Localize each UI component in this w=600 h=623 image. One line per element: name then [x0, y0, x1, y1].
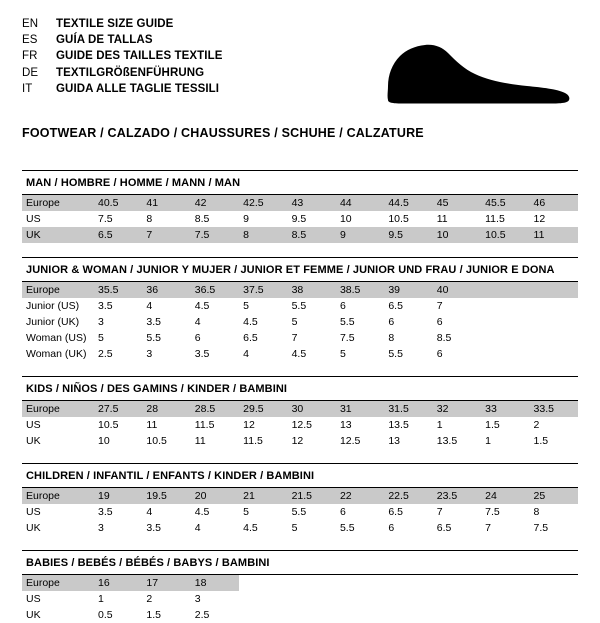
size-cell: 44 — [336, 195, 384, 211]
size-cell — [530, 575, 578, 591]
table-row — [22, 417, 578, 433]
size-cell: 42.5 — [239, 195, 287, 211]
size-cell: 2 — [142, 591, 190, 607]
language-row — [22, 65, 223, 81]
size-cell: 6 — [336, 504, 384, 520]
size-cell: 5 — [288, 314, 336, 330]
size-cell — [336, 607, 384, 623]
size-cell: 43 — [288, 195, 336, 211]
section-title: CHILDREN / INFANTIL / ENFANTS / KINDER / BAMBINI — [26, 470, 315, 482]
size-cell: 4.5 — [239, 314, 287, 330]
size-table-body — [22, 195, 578, 243]
language-row — [22, 48, 223, 64]
size-cell: 11 — [142, 417, 190, 433]
size-cell: 3.5 — [142, 314, 190, 330]
table-row — [22, 433, 578, 449]
size-cell: 3 — [94, 314, 142, 330]
table-row — [22, 504, 578, 520]
size-cell: 2 — [530, 417, 578, 433]
language-code: ES — [22, 34, 38, 47]
size-cell — [530, 607, 578, 623]
size-cell — [481, 314, 529, 330]
section-divider — [22, 170, 578, 171]
size-cell: 24 — [481, 488, 529, 504]
size-cell: 13.5 — [384, 417, 432, 433]
size-cell: 23.5 — [433, 488, 481, 504]
size-cell: 6 — [433, 346, 481, 362]
size-cell — [239, 591, 287, 607]
size-cell: 6 — [384, 520, 432, 536]
size-cell: 12.5 — [336, 433, 384, 449]
size-cell — [481, 282, 529, 298]
size-table — [22, 195, 578, 243]
size-cell — [433, 591, 481, 607]
size-cell: 38.5 — [336, 282, 384, 298]
section-divider — [22, 463, 578, 464]
size-cell: 9.5 — [288, 211, 336, 227]
table-row — [22, 195, 578, 211]
size-cell: 11.5 — [481, 211, 529, 227]
row-label: US — [22, 504, 94, 520]
size-cell: 31 — [336, 401, 384, 417]
size-cell: 6.5 — [239, 330, 287, 346]
size-cell: 3.5 — [142, 520, 190, 536]
table-row — [22, 607, 578, 623]
table-row — [22, 282, 578, 298]
size-table-body — [22, 575, 578, 623]
size-cell — [384, 591, 432, 607]
size-cell: 6 — [191, 330, 239, 346]
size-cell — [336, 575, 384, 591]
size-cell: 37.5 — [239, 282, 287, 298]
size-cell: 11.5 — [191, 417, 239, 433]
size-cell: 9 — [239, 211, 287, 227]
size-cell: 7.5 — [530, 520, 578, 536]
size-cell: 5.5 — [288, 298, 336, 314]
size-cell: 8.5 — [288, 227, 336, 243]
size-cell — [288, 591, 336, 607]
section-divider — [22, 257, 578, 258]
section-title: BABIES / BEBÉS / BÉBÉS / BABYS / BAMBINI — [26, 557, 270, 569]
language-row — [22, 32, 223, 48]
size-cell: 8.5 — [433, 330, 481, 346]
size-cell: 8 — [384, 330, 432, 346]
size-cell — [481, 346, 529, 362]
size-section — [22, 550, 578, 623]
category-heading: FOOTWEAR / CALZADO / CHAUSSURES / SCHUHE / CALZATURE — [22, 126, 424, 140]
size-cell: 16 — [94, 575, 142, 591]
language-title: GUIDA ALLE TAGLIE TESSILI — [56, 82, 220, 95]
size-cell: 17 — [142, 575, 190, 591]
size-cell: 6 — [384, 314, 432, 330]
size-cell: 1 — [481, 433, 529, 449]
size-cell — [384, 607, 432, 623]
row-label: Junior (UK) — [22, 314, 94, 330]
size-cell: 6.5 — [384, 504, 432, 520]
size-cell: 19.5 — [142, 488, 190, 504]
language-title: TEXTILGRÖßENFÜHRUNG — [56, 66, 205, 79]
size-cell: 4 — [142, 504, 190, 520]
size-cell: 10 — [94, 433, 142, 449]
size-table-body — [22, 401, 578, 449]
row-label: Europe — [22, 195, 94, 211]
size-cell: 5.5 — [288, 504, 336, 520]
size-cell: 9 — [336, 227, 384, 243]
size-cell: 4 — [142, 298, 190, 314]
size-table — [22, 282, 578, 362]
size-cell: 10 — [336, 211, 384, 227]
size-cell: 18 — [191, 575, 239, 591]
size-cell: 11 — [530, 227, 578, 243]
size-cell: 1.5 — [142, 607, 190, 623]
size-cell — [336, 591, 384, 607]
size-cell: 13.5 — [433, 433, 481, 449]
language-code: EN — [22, 18, 39, 30]
size-cell: 33 — [481, 401, 529, 417]
size-cell: 21.5 — [288, 488, 336, 504]
size-cell — [239, 607, 287, 623]
size-cell: 22.5 — [384, 488, 432, 504]
size-cell: 45 — [433, 195, 481, 211]
size-cell — [288, 607, 336, 623]
size-cell: 30 — [288, 401, 336, 417]
section-title: KIDS / NIÑOS / DES GAMINS / KINDER / BAMBINI — [26, 383, 288, 395]
size-cell: 11 — [191, 433, 239, 449]
size-cell: 20 — [191, 488, 239, 504]
size-cell: 36.5 — [191, 282, 239, 298]
size-cell — [530, 591, 578, 607]
size-cell: 4 — [191, 520, 239, 536]
table-row — [22, 298, 578, 314]
table-row — [22, 575, 578, 591]
size-cell: 5.5 — [336, 520, 384, 536]
size-cell: 41 — [142, 195, 190, 211]
size-cell: 12 — [239, 417, 287, 433]
language-title: GUIDE DES TAILLES TEXTILE — [56, 50, 223, 63]
size-cell: 8 — [239, 227, 287, 243]
size-cell: 5 — [288, 520, 336, 536]
size-cell: 4.5 — [191, 298, 239, 314]
size-cell: 2.5 — [94, 346, 142, 362]
size-cell: 5.5 — [336, 314, 384, 330]
size-cell: 6.5 — [384, 298, 432, 314]
size-cell: 10.5 — [481, 227, 529, 243]
size-cell: 32 — [433, 401, 481, 417]
size-cell: 10 — [433, 227, 481, 243]
language-title: TEXTILE SIZE GUIDE — [56, 18, 174, 30]
table-row — [22, 330, 578, 346]
dress-shoe-icon — [382, 42, 572, 104]
size-cell: 8 — [530, 504, 578, 520]
size-table-body — [22, 282, 578, 362]
size-cell: 21 — [239, 488, 287, 504]
language-row — [22, 16, 223, 32]
size-cell: 0.5 — [94, 607, 142, 623]
section-title: MAN / HOMBRE / HOMME / MANN / MAN — [26, 177, 241, 189]
language-code: IT — [22, 82, 33, 95]
size-cell — [481, 330, 529, 346]
size-cell — [288, 575, 336, 591]
language-row — [22, 81, 223, 97]
size-cell — [530, 330, 578, 346]
row-label: Europe — [22, 401, 94, 417]
size-cell: 33.5 — [530, 401, 578, 417]
row-label: Woman (UK) — [22, 346, 94, 362]
size-cell: 5.5 — [142, 330, 190, 346]
table-row — [22, 401, 578, 417]
size-cell: 4.5 — [191, 504, 239, 520]
size-cell: 9.5 — [384, 227, 432, 243]
size-cell: 31.5 — [384, 401, 432, 417]
size-table — [22, 488, 578, 536]
size-cell: 6.5 — [94, 227, 142, 243]
size-cell: 3 — [142, 346, 190, 362]
size-cell: 1 — [94, 591, 142, 607]
size-cell — [530, 282, 578, 298]
size-cell: 1.5 — [530, 433, 578, 449]
size-cell — [481, 298, 529, 314]
size-cell: 5 — [336, 346, 384, 362]
size-cell: 28.5 — [191, 401, 239, 417]
size-cell: 3 — [191, 591, 239, 607]
size-cell — [530, 346, 578, 362]
size-cell — [433, 607, 481, 623]
row-label: UK — [22, 433, 94, 449]
size-cell — [433, 575, 481, 591]
size-cell: 6.5 — [433, 520, 481, 536]
size-cell: 1 — [433, 417, 481, 433]
size-cell: 27.5 — [94, 401, 142, 417]
row-label: Woman (US) — [22, 330, 94, 346]
section-divider — [22, 550, 578, 551]
size-cell: 3.5 — [191, 346, 239, 362]
language-code: DE — [22, 66, 39, 79]
size-cell — [239, 575, 287, 591]
size-cell: 7.5 — [336, 330, 384, 346]
row-label: US — [22, 591, 94, 607]
size-section — [22, 463, 578, 536]
size-cell: 7 — [433, 298, 481, 314]
size-section — [22, 376, 578, 449]
size-cell: 4.5 — [288, 346, 336, 362]
table-row — [22, 314, 578, 330]
row-label: UK — [22, 607, 94, 623]
size-cell: 4 — [191, 314, 239, 330]
size-cell: 36 — [142, 282, 190, 298]
size-cell: 5 — [239, 504, 287, 520]
size-cell: 35.5 — [94, 282, 142, 298]
size-cell: 5 — [239, 298, 287, 314]
size-cell — [481, 575, 529, 591]
size-cell: 7 — [142, 227, 190, 243]
size-cell: 25 — [530, 488, 578, 504]
size-table — [22, 401, 578, 449]
document-header — [22, 16, 578, 112]
size-cell: 7.5 — [481, 504, 529, 520]
size-cell: 7.5 — [94, 211, 142, 227]
size-cell: 7 — [433, 504, 481, 520]
row-label: UK — [22, 227, 94, 243]
size-cell: 3.5 — [94, 504, 142, 520]
table-row — [22, 520, 578, 536]
row-label: UK — [22, 520, 94, 536]
size-cell: 6 — [336, 298, 384, 314]
size-cell: 6 — [433, 314, 481, 330]
size-cell: 13 — [384, 433, 432, 449]
size-cell: 7.5 — [191, 227, 239, 243]
size-cell: 19 — [94, 488, 142, 504]
size-cell: 39 — [384, 282, 432, 298]
language-title-body — [22, 16, 223, 97]
size-table — [22, 575, 578, 623]
size-cell: 4 — [239, 346, 287, 362]
table-row — [22, 591, 578, 607]
size-cell: 11.5 — [239, 433, 287, 449]
language-title: GUÍA DE TALLAS — [56, 34, 153, 47]
row-label: Europe — [22, 575, 94, 591]
size-cell — [530, 298, 578, 314]
section-title: JUNIOR & WOMAN / JUNIOR Y MUJER / JUNIOR ET FEMME / JUNIOR UND FRAU / JUNIOR E DONA — [26, 264, 555, 276]
size-cell: 38 — [288, 282, 336, 298]
size-cell: 7 — [481, 520, 529, 536]
section-divider — [22, 376, 578, 377]
size-cell: 2.5 — [191, 607, 239, 623]
size-cell: 4.5 — [239, 520, 287, 536]
size-cell: 10.5 — [142, 433, 190, 449]
size-cell: 44.5 — [384, 195, 432, 211]
size-cell: 5.5 — [384, 346, 432, 362]
size-cell: 22 — [336, 488, 384, 504]
size-cell: 40.5 — [94, 195, 142, 211]
size-cell: 29.5 — [239, 401, 287, 417]
size-cell: 10.5 — [384, 211, 432, 227]
size-cell: 7 — [288, 330, 336, 346]
table-row — [22, 488, 578, 504]
size-cell: 1.5 — [481, 417, 529, 433]
size-cell: 46 — [530, 195, 578, 211]
table-row — [22, 211, 578, 227]
size-cell: 12.5 — [288, 417, 336, 433]
row-label: Junior (US) — [22, 298, 94, 314]
size-section — [22, 170, 578, 243]
size-section — [22, 257, 578, 362]
size-cell: 42 — [191, 195, 239, 211]
size-cell — [481, 591, 529, 607]
size-cell: 12 — [288, 433, 336, 449]
language-title-table — [22, 16, 223, 97]
row-label: Europe — [22, 488, 94, 504]
size-cell: 10.5 — [94, 417, 142, 433]
size-cell — [530, 314, 578, 330]
table-row — [22, 227, 578, 243]
table-row — [22, 346, 578, 362]
row-label: Europe — [22, 282, 94, 298]
size-cell: 13 — [336, 417, 384, 433]
size-cell: 45.5 — [481, 195, 529, 211]
row-label: US — [22, 211, 94, 227]
size-cell: 40 — [433, 282, 481, 298]
size-table-body — [22, 488, 578, 536]
size-cell: 11 — [433, 211, 481, 227]
size-cell — [384, 575, 432, 591]
size-cell — [481, 607, 529, 623]
size-cell: 5 — [94, 330, 142, 346]
size-cell: 8 — [142, 211, 190, 227]
size-cell: 8.5 — [191, 211, 239, 227]
row-label: US — [22, 417, 94, 433]
language-code: FR — [22, 50, 38, 63]
size-sections — [22, 170, 578, 623]
size-cell: 3.5 — [94, 298, 142, 314]
size-cell: 28 — [142, 401, 190, 417]
size-cell: 3 — [94, 520, 142, 536]
size-cell: 12 — [530, 211, 578, 227]
